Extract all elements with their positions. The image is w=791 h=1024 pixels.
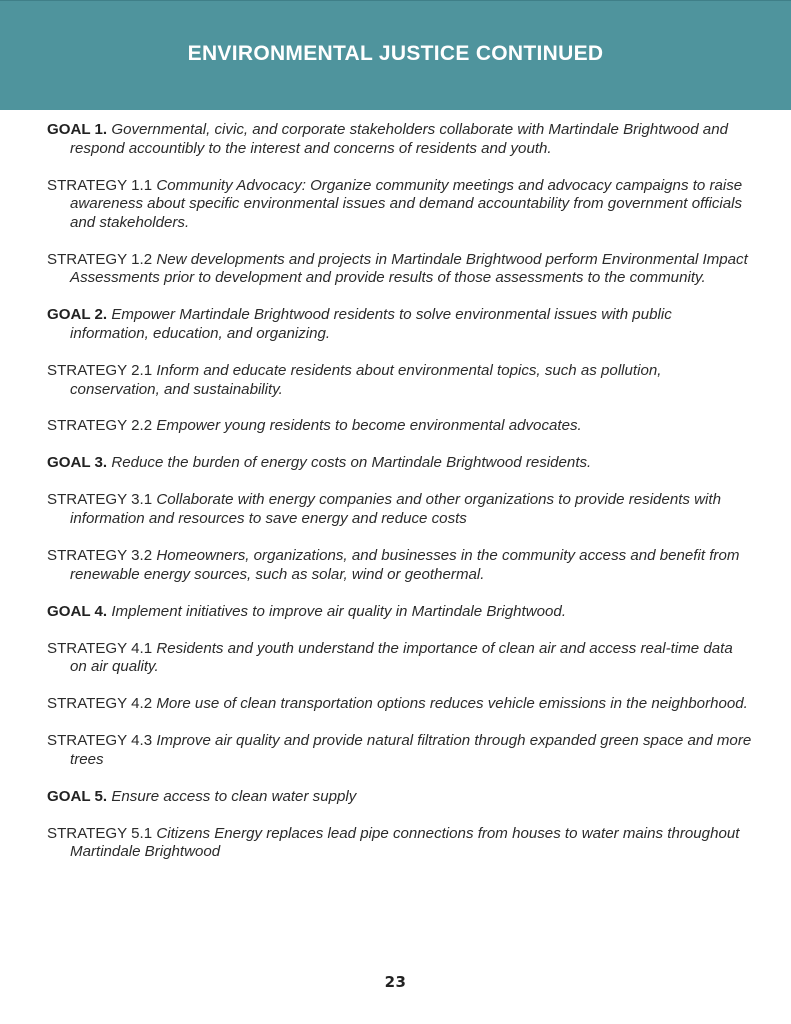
page-header-banner [0,0,791,110]
strategy-text: Community Advocacy: Organize community meetings and advocacy campaigns to raise awareness about specific environmental issues and demand accountability from government officials and stakeholders. [70,176,743,231]
strategy-text: Residents and youth understand the importance of clean air and access real-time data on air quality. [70,639,733,676]
goal-label: GOAL 3. [47,454,108,472]
goal-1 [47,121,752,158]
strategy-3-2 [47,547,752,584]
goals-strategies-list [47,121,752,880]
goal-text: Implement initiatives to improve air quality in Martindale Brightwood. [111,602,567,620]
strategy-2-2 [47,417,752,436]
goal-text: Reduce the burden of energy costs on Martindale Brightwood residents. [111,454,592,472]
goal-2 [47,306,752,343]
strategy-text: New developments and projects in Martindale Brightwood perform Environmental Impact Assessments prior to development and provide results of those assessments to the community. [70,250,748,287]
strategy-text: Citizens Energy replaces lead pipe connections from houses to water mains throughout Martindale Brightwood [70,824,740,861]
strategy-label: STRATEGY 3.1 [47,491,153,509]
goal-label: GOAL 2. [47,306,108,324]
strategy-label: STRATEGY 3.2 [47,547,153,565]
strategy-4-1 [47,640,752,677]
strategy-4-3 [47,732,752,769]
goal-label: GOAL 5. [47,787,108,805]
goal-text: Empower Martindale Brightwood residents to solve environmental issues with public information, education, and organizing. [70,306,672,342]
strategy-2-1 [47,362,752,399]
strategy-label: STRATEGY 4.3 [47,732,153,750]
strategy-text: Collaborate with energy companies and other organizations to provide residents with information and resources to save energy and reduce costs [70,491,722,528]
strategy-text: Improve air quality and provide natural filtration through expanded green space and more trees [70,732,752,768]
strategy-text: More use of clean transportation options reduces vehicle emissions in the neighborhood. [156,695,748,713]
page-title: ENVIRONMENTAL JUSTICE CONTINUED [187,41,604,65]
strategy-3-1 [47,491,752,528]
goal-text: Governmental, civic, and corporate stakeholders collaborate with Martindale Brightwood and respond accountibly to the interest and concerns of residents and youth. [70,121,728,157]
goal-label: GOAL 1. [47,121,108,138]
strategy-label: STRATEGY 4.1 [47,639,153,657]
strategy-label: STRATEGY 4.2 [47,695,153,713]
strategy-label: STRATEGY 5.1 [47,824,153,842]
strategy-1-1 [47,177,752,233]
strategy-text: Inform and educate residents about environmental topics, such as pollution, conservation, and sustainability. [70,361,662,398]
strategy-text: Homeowners, organizations, and businesses in the community access and benefit from renewable energy sources, such as solar, wind or geothermal. [70,547,740,583]
page-number: 23 [384,973,407,991]
goal-label: GOAL 4. [47,602,108,620]
strategy-label: STRATEGY 1.1 [47,176,153,194]
goal-3 [47,454,752,473]
strategy-1-2 [47,251,752,288]
strategy-label: STRATEGY 2.1 [47,361,153,379]
goal-text: Ensure access to clean water supply [111,787,357,805]
strategy-label: STRATEGY 2.2 [47,417,153,435]
goal-5 [47,788,752,807]
strategy-text: Empower young residents to become environmental advocates. [156,417,582,435]
strategy-5-1 [47,825,752,862]
goal-4 [47,603,752,622]
strategy-label: STRATEGY 1.2 [47,250,153,268]
strategy-4-2 [47,695,752,714]
